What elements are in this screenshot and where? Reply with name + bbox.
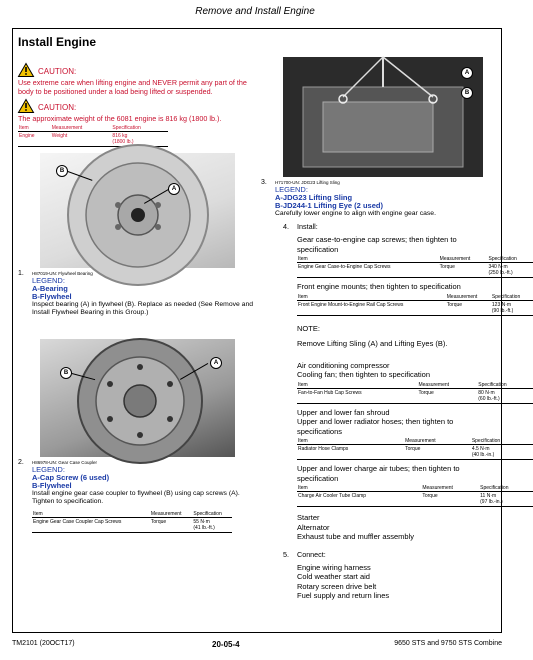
callout-b: B <box>56 165 68 177</box>
spec-table <box>297 438 533 460</box>
instruction: Fuel supply and return lines <box>297 591 390 600</box>
section-title: Install Engine <box>18 35 97 49</box>
col-header: Measurement <box>446 294 491 301</box>
spec-metric: 80 N·m <box>478 389 495 396</box>
col-header: Item <box>18 125 51 132</box>
legend-item: B-Flywheel <box>32 481 72 490</box>
cell: Weight <box>51 132 112 147</box>
step-label: Install: <box>297 222 318 231</box>
coupler-spec-table <box>32 511 232 533</box>
left-column <box>18 29 254 533</box>
instruction: Upper and lower charge air tubes; then tighten to specification <box>297 464 460 483</box>
content-frame <box>12 28 521 633</box>
spec-imperial: (97 lb.-in.) <box>480 499 503 505</box>
spec-table <box>297 382 533 404</box>
spec-metric: 11 N·m <box>480 493 497 499</box>
instruction: Air conditioning compressor <box>297 360 390 370</box>
cell: Front Engine Mount-to-Engine Rail Cap Screws <box>297 300 446 315</box>
callout-b: B <box>461 87 473 99</box>
gear-case-coupler-photo <box>40 339 235 457</box>
cell <box>192 518 232 533</box>
col-header: Measurement <box>439 256 488 263</box>
caution-1 <box>18 63 254 77</box>
cell: Radiator Hose Clamps <box>297 445 404 460</box>
cell: Torque <box>439 263 488 278</box>
instruction: Engine wiring harness <box>297 562 371 572</box>
legend-item: A-Cap Screw (6 used) <box>32 473 110 482</box>
warning-icon <box>18 63 34 77</box>
instruction: Starter <box>297 513 320 522</box>
cell: Charge Air Cooler Tube Clamp <box>297 492 421 507</box>
spec-table <box>297 485 533 507</box>
cell: Torque <box>150 518 192 533</box>
cell: Torque <box>404 445 471 460</box>
col-header: Item <box>297 256 439 263</box>
col-header: Specification <box>477 382 533 389</box>
figure-caption: H71700-UN: JDG23 Lifting Sling <box>275 180 340 185</box>
callout-b: B <box>60 367 72 379</box>
spec-imperial: (60 lb.-ft.) <box>478 395 500 402</box>
cell: Engine Gear Case-to-Engine Cap Screws <box>297 263 439 278</box>
caution-label: CAUTION: <box>38 67 77 76</box>
cell <box>479 492 533 507</box>
col-header: Measurement <box>417 382 477 389</box>
legend-item: A-JDG23 Lifting Sling <box>275 193 353 202</box>
col-header: Item <box>297 438 404 445</box>
col-header: Measurement <box>421 485 479 492</box>
product-name: 9650 STS and 9750 STS Combine <box>394 640 502 647</box>
col-header: Specification <box>491 294 533 301</box>
col-header: Specification <box>192 511 232 518</box>
flywheel-bearing-photo <box>40 153 235 268</box>
page-number: 20-05-4 <box>212 640 240 649</box>
cell: Torque <box>421 492 479 507</box>
cell <box>471 445 533 460</box>
spec-metric: 816 kg <box>112 133 128 139</box>
cell <box>491 300 533 315</box>
step-4 <box>283 222 497 231</box>
cell: Fan-to-Fan Hub Cap Screws <box>297 388 417 403</box>
instruction: Upper and lower radiator hoses; then tighten to specifications <box>297 417 454 436</box>
col-header: Specification <box>479 485 533 492</box>
col-header: Measurement <box>51 125 112 132</box>
instruction: Rotary screen drive belt <box>297 581 377 591</box>
spec-metric: 55 N·m <box>193 519 210 525</box>
col-header: Specification <box>487 256 533 263</box>
cell: Engine <box>18 132 51 147</box>
spec-metric: 4.5 N·m <box>471 446 490 452</box>
cell: Torque <box>446 300 491 315</box>
callout-a: A <box>461 67 473 79</box>
engine-illustration <box>283 57 483 177</box>
col-header: Measurement <box>404 438 471 445</box>
figure-number: 2. <box>18 459 24 466</box>
weight-spec-table <box>18 125 168 147</box>
cell <box>477 388 533 403</box>
instruction: Exhaust tube and muffler assembly <box>297 532 415 541</box>
note-text: Remove Lifting Sling (A) and Lifting Eyes (B). <box>297 339 448 348</box>
legend-item: B-JD244-1 Lifting Eye (2 used) <box>275 201 383 210</box>
figure3-text: Carefully lower engine to align with engine gear case. <box>275 210 436 217</box>
figure-number: 1. <box>18 270 24 277</box>
legend-item: B-Flywheel <box>32 292 72 301</box>
warning-icon <box>18 99 34 113</box>
instruction: Upper and lower fan shroud <box>297 407 390 417</box>
callout-a: A <box>168 183 180 195</box>
spec-imperial: (40 lb.-in.) <box>471 452 495 458</box>
spec-imperial: (1800 lb.) <box>112 139 134 145</box>
figure-number: 3. <box>261 179 267 186</box>
cell <box>487 263 533 278</box>
running-header: Remove and Install Engine <box>195 6 315 17</box>
col-header: Specification <box>111 125 168 132</box>
caution-text: Use extreme care when lifting engine and NEVER permit any part of the body to be positioned under a load being lifted or suspended. <box>18 78 247 96</box>
right-column <box>261 29 521 601</box>
legend-item: A-Bearing <box>32 284 68 293</box>
instruction: Gear case-to-engine cap screws; then tighten to specification <box>297 235 457 254</box>
instruction: Cold weather start aid <box>297 572 370 581</box>
col-header: Specification <box>471 438 533 445</box>
spec-metric: 123 N·m <box>491 301 512 308</box>
spec-metric: 340 N·m <box>488 264 508 270</box>
caution-text: The approximate weight of the 6081 engine is 816 kg (1800 lb.). <box>18 114 222 123</box>
legend-title: LEGEND: <box>275 185 308 194</box>
instruction: Alternator <box>297 522 330 532</box>
spec-table <box>297 294 533 316</box>
col-header: Item <box>297 485 421 492</box>
legend-title: LEGEND: <box>32 276 65 285</box>
instruction: Cooling fan; then tighten to specification <box>297 370 431 379</box>
figure1-text: Inspect bearing (A) in flywheel (B). Replace as needed (See Remove and Install Flywheel Bearing in this Group.) <box>32 301 254 316</box>
engine-lifting-photo <box>283 57 483 177</box>
spec-table <box>297 256 533 278</box>
col-header: Measurement <box>150 511 192 518</box>
doc-id: TM2101 (20OCT17) <box>12 640 75 647</box>
col-header: Item <box>32 511 150 518</box>
col-header: Item <box>297 382 417 389</box>
instruction: Front engine mounts; then tighten to specification <box>297 282 461 291</box>
cell: Torque <box>417 388 477 403</box>
coupler-illustration <box>40 339 235 457</box>
flywheel-illustration <box>40 153 235 268</box>
caution-label: CAUTION: <box>38 103 77 112</box>
figure-caption: H87019-UN: Flywheel Bearing <box>32 271 93 276</box>
cell: Engine Gear Case Coupler Cap Screws <box>32 518 150 533</box>
step-5 <box>283 550 497 559</box>
spec-imperial: (250 lb.-ft.) <box>488 270 513 276</box>
col-header: Item <box>297 294 446 301</box>
spec-imperial: (41 lb.-ft.) <box>193 525 215 531</box>
caution-2 <box>18 99 254 113</box>
step-number: 5. <box>283 549 289 559</box>
spec-imperial: (90 lb.-ft.) <box>491 307 514 314</box>
note-label: NOTE: <box>297 323 320 333</box>
step-number: 4. <box>283 222 289 231</box>
figure-caption: H86978-UN: Gear Case Coupler <box>32 460 98 465</box>
legend-title: LEGEND: <box>32 465 65 474</box>
figure2-text: Install engine gear case coupler to flywheel (B) using cap screws (A). Tighten to specification. <box>32 490 240 505</box>
step-label: Connect: <box>297 549 326 559</box>
callout-a: A <box>210 357 222 369</box>
